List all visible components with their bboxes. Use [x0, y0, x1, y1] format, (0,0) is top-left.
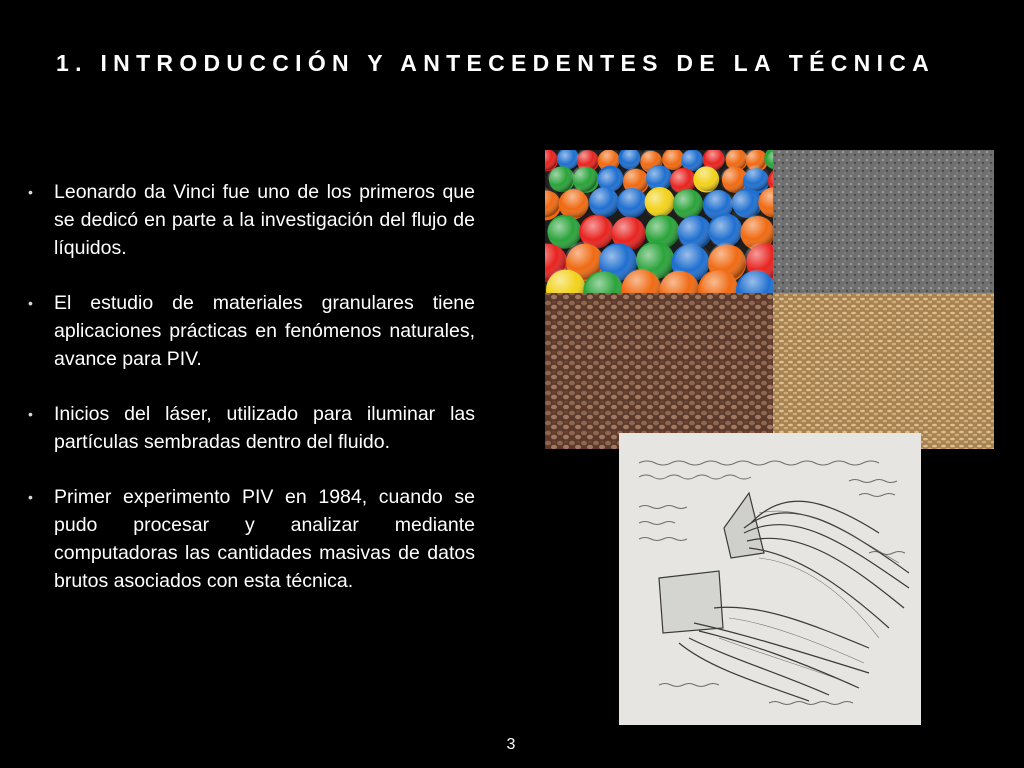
bullet-item	[28, 400, 475, 456]
lentils-photo	[545, 293, 773, 449]
page-number: 3	[506, 736, 516, 753]
bullet-symbol: •	[28, 406, 33, 422]
bullet-text: El estudio de materiales granulares tiene aplicaciones prácticas en fenómenos naturales, avance para PIV.	[54, 292, 475, 370]
ball-shading	[619, 188, 649, 218]
ball-shading	[644, 189, 674, 219]
colored-balls-photo	[545, 150, 796, 312]
ball-shading	[695, 165, 721, 191]
bullet-text: Leonardo da Vinci fue uno de los primeros que se dedicó en parte a la investigación del flujo de líquidos.	[54, 181, 475, 259]
bullet-symbol: •	[28, 295, 33, 311]
sesame-seeds-photo	[773, 293, 994, 449]
bullet-text: Inicios del láser, utilizado para iluminar las partículas sembradas dentro del fluido.	[54, 403, 475, 453]
gravel-photo	[773, 150, 994, 293]
bullet-item	[28, 178, 475, 262]
bullet-item	[28, 483, 475, 595]
ball-shading	[562, 188, 592, 218]
slide-title: 1. INTRODUCCIÓN Y ANTECEDENTES DE LA TÉCNICA	[56, 50, 936, 76]
granular-materials-collage	[545, 150, 994, 449]
ball-shading	[744, 165, 770, 191]
bullet-symbol: •	[28, 184, 33, 200]
bullet-item	[28, 289, 475, 373]
bullet-symbol: •	[28, 489, 33, 505]
ball-shading	[589, 187, 619, 217]
bullet-list	[28, 178, 475, 622]
da-vinci-sketch	[619, 433, 921, 725]
bullet-text: Primer experimento PIV en 1984, cuando se pudo procesar y analizar mediante computadoras las cantidades masivas de datos brutos asociados con esta técnica.	[54, 486, 475, 592]
